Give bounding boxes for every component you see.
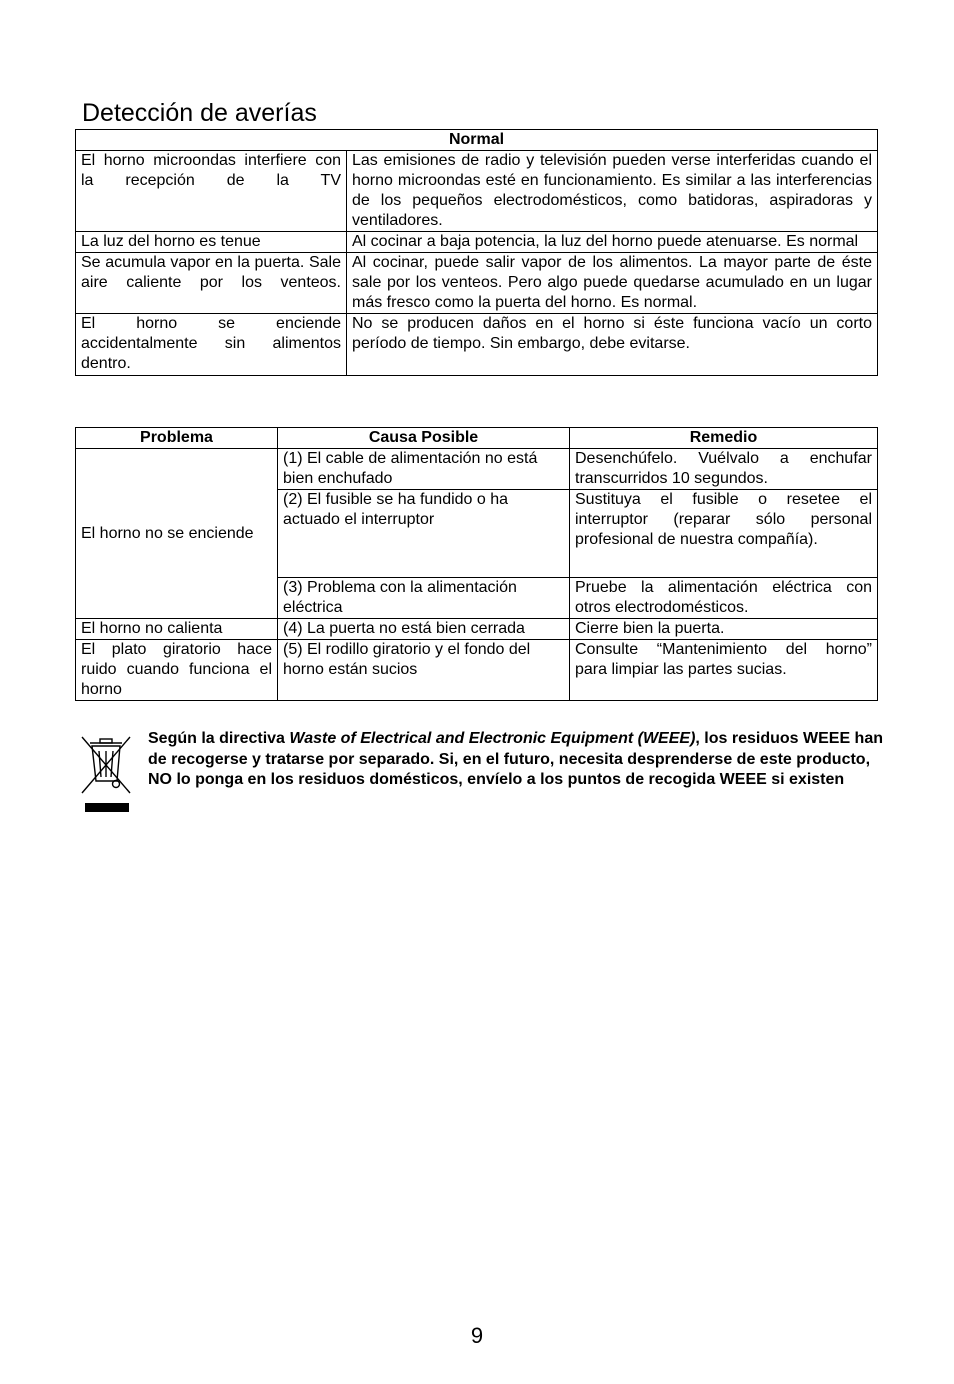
remedy-cell: Pruebe la alimentación eléctrica con otros electrodomésticos. <box>570 578 878 619</box>
normal-explanation-cell: No se producen daños en el horno si éste funciona vacío un corto período de tiempo. Sin embargo, debe evitarse. <box>347 314 878 376</box>
normal-problem-cell: La luz del horno es tenue <box>76 232 347 253</box>
crossed-out-wheelie-bin-icon <box>78 733 134 813</box>
table-row <box>76 640 878 701</box>
table-row <box>76 449 878 490</box>
remedy-cell: Sustituya el fusible o resetee el interruptor (reparar sólo personal profesional de nuestra compañía). <box>570 490 878 578</box>
weee-notice <box>78 729 888 819</box>
troubleshooting-table <box>75 427 878 701</box>
problem-cell: El horno no se enciende <box>76 449 278 619</box>
normal-problem-cell: Se acumula vapor en la puerta. Sale aire caliente por los venteos. <box>76 253 347 314</box>
table-row <box>76 151 878 232</box>
table-row <box>76 314 878 376</box>
weee-notice-text <box>148 729 888 791</box>
table-row <box>76 619 878 640</box>
cause-cell: (2) El fusible se ha fundido o ha actuado el interruptor <box>278 490 570 578</box>
page-number: 9 <box>470 1323 484 1348</box>
column-header-problem: Problema <box>76 428 278 449</box>
problem-cell: El plato giratorio hace ruido cuando funciona el horno <box>76 640 278 701</box>
cause-cell: (4) La puerta no está bien cerrada <box>278 619 570 640</box>
cause-cell: (5) El rodillo giratorio y el fondo del horno están sucios <box>278 640 570 701</box>
normal-behaviour-table <box>75 129 878 376</box>
table-row <box>76 253 878 314</box>
remedy-cell <box>570 640 878 701</box>
weee-directive-name: Waste of Electrical and Electronic Equipment (WEEE) <box>289 730 696 747</box>
normal-problem-cell: El horno se enciende accidentalmente sin alimentos dentro. <box>76 314 347 376</box>
page-title: Detección de averías <box>82 99 317 127</box>
normal-explanation-cell: Al cocinar, puede salir vapor de los alimentos. La mayor parte de éste sale por los venteos. Pero algo puede quedarse acumulado en un lugar más fresco como la puerta del horno. Es normal. <box>347 253 878 314</box>
column-header-remedy: Remedio <box>570 428 878 449</box>
weee-text-end: , los residuos WEEE han de recogerse y tratarse por separado. Si, en el futuro, necesita desprenderse de este producto, NO lo ponga en los residuos domésticos, envíelo a los puntos de recogida WEEE si existen <box>148 730 883 788</box>
problem-cell: El horno no calienta <box>76 619 278 640</box>
cause-cell: (1) El cable de alimentación no está bien enchufado <box>278 449 570 490</box>
table-row <box>76 232 878 253</box>
cause-cell: (3) Problema con la alimentación eléctrica <box>278 578 570 619</box>
normal-explanation-cell: Las emisiones de radio y televisión pueden verse interferidas cuando el horno microondas esté en funcionamiento. Es similar a las interferencias de los pequeños electrodomésticos, como batidoras, aspiradoras y ventiladores. <box>347 151 878 232</box>
remedy-cell: Desenchúfelo. Vuélvalo a enchufar transcurridos 10 segundos. <box>570 449 878 490</box>
remedy-text-extra: para limpiar las partes sucias. <box>575 661 787 678</box>
column-header-cause: Causa Posible <box>278 428 570 449</box>
normal-problem-cell: El horno microondas interfiere con la recepción de la TV <box>76 151 347 232</box>
normal-table-header: Normal <box>76 130 878 151</box>
weee-text-start: Según la directiva <box>148 730 290 747</box>
remedy-cell: Cierre bien la puerta. <box>570 619 878 640</box>
normal-explanation-cell: Al cocinar a baja potencia, la luz del horno puede atenuarse. Es normal <box>347 232 878 253</box>
remedy-text: Consulte “Mantenimiento del horno” <box>575 641 872 658</box>
